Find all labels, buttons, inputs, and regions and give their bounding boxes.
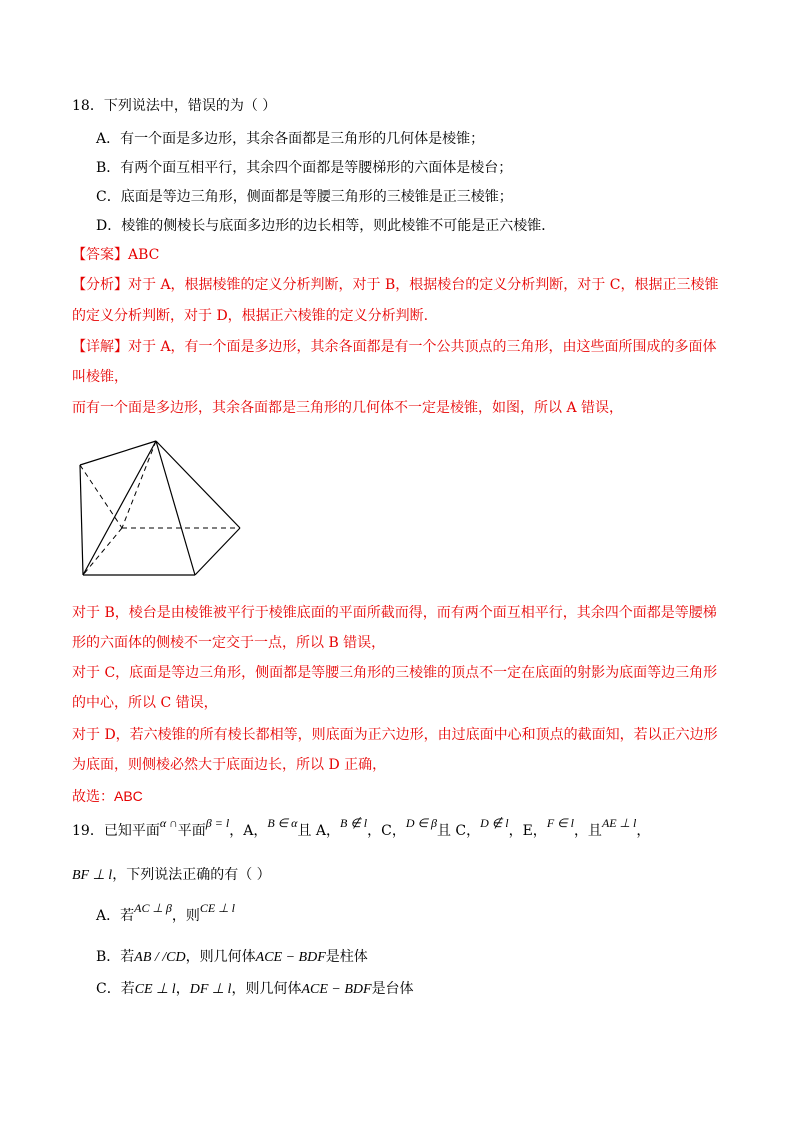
hidden-edge (80, 465, 122, 528)
q18-detail-line1: 【详解】对于 A，有一个面是多边形，其余各面都是有一个公共顶点的三角形，由这些面所围成的多面体 (72, 339, 717, 355)
text-and-c: 且 C， (436, 823, 481, 839)
math-b-notin-l: B ∉ l (340, 816, 368, 830)
q18-final-choice: 故选：ABC (72, 788, 143, 804)
text-is-prism: 是柱体 (325, 949, 368, 965)
text-then-solid-c: ，则几何体 (231, 981, 302, 997)
math-f-in-l: F ∈ l (546, 816, 574, 830)
q18-detail-line2: 叫棱锥， (72, 369, 128, 385)
q19-option-a (96, 901, 236, 925)
hidden-edge (122, 441, 156, 528)
text-point-e: ，E， (508, 823, 547, 839)
text-then: ，则 (171, 908, 200, 924)
q18-answer: 【答案】ABC (72, 247, 160, 263)
math-df-perp-l: DF ⊥ l (189, 982, 232, 997)
math-alpha-cap: α ∩ (159, 816, 178, 830)
q18-detail2-line4: 的中心，所以 C 错误， (72, 695, 218, 711)
hidden-edge (83, 528, 122, 575)
q18-option-d: D．棱锥的侧棱长与底面多边形的边长相等，则此棱锥不可能是正六棱锥． (96, 218, 556, 234)
q18-detail2-line2: 形的六面体的侧棱不一定交于一点，所以 B 错误， (72, 635, 386, 651)
q18-detail2-line3: 对于 C，底面是等边三角形，侧面都是等腰三角形的三棱锥的顶点不一定在底面的射影为底面等边三角形 (72, 665, 718, 681)
math-d-notin-l: D ∉ l (480, 816, 509, 830)
q18-detail2-line6: 为底面，则侧棱必然大于底面边长，所以 D 正确， (72, 757, 387, 773)
math-ae-perp-l: AE ⊥ l (601, 816, 637, 830)
text-is-frustum: 是台体 (371, 981, 414, 997)
q19-option-b (96, 948, 368, 967)
q18-detail2-line5: 对于 D，若六棱锥的所有棱长都相等，则底面为正六边形，由过底面中心和顶点的截面知，若以正六边形 (72, 727, 718, 743)
q19-stem-line1 (72, 816, 651, 840)
q19-number: 19．已知平面 (72, 823, 160, 839)
q18-option-c: C．底面是等边三角形，侧面都是等腰三角形的三棱锥是正三棱锥； (96, 189, 513, 205)
text-then-solid: ，则几何体 (185, 949, 256, 965)
text-and-a: 且 A， (297, 823, 340, 839)
q18-detail2-line1: 对于 B，棱台是由棱锥被平行于棱锥底面的平面所截而得，而有两个面互相平行，其余四个面都是等腰梯 (72, 605, 717, 621)
text-comma: ， (636, 823, 651, 839)
option-b-label: B．若 (96, 949, 135, 965)
option-c-label: C．若 (96, 981, 135, 997)
q18-option-b: B．有两个面互相平行，其余四个面都是等腰梯形的六面体是棱台； (96, 160, 513, 176)
polyhedron-figure (72, 433, 252, 583)
math-ace-bdf-c: ACE − BDF (301, 982, 372, 997)
q18-stem: 18．下列说法中，错误的为（ ） (72, 98, 277, 114)
math-bf-perp-l: BF ⊥ l (72, 868, 113, 883)
math-b-in-alpha: B ∈ α (267, 816, 298, 830)
math-d-in-beta: D ∈ β (405, 816, 437, 830)
q19-stem-line2 (72, 866, 271, 885)
q18-analysis-line2: 的定义分析判断，对于 D，根据正六棱锥的定义分析判断. (72, 308, 429, 324)
text-sep: ， (175, 981, 190, 997)
math-ac-perp-beta: AC ⊥ β (134, 901, 172, 915)
q19-option-c (96, 980, 414, 999)
text-and: ，且 (573, 823, 602, 839)
text-point-c: ，C， (367, 823, 406, 839)
math-ace-bdf: ACE − BDF (255, 950, 326, 965)
edge (80, 465, 83, 575)
edge (195, 528, 240, 575)
math-ab-parallel-cd: AB / /CD (134, 950, 186, 965)
option-a-label: A．若 (96, 908, 135, 924)
text-plane: 平面 (177, 823, 206, 839)
math-ce-perp-l-c: CE ⊥ l (134, 982, 176, 997)
q18-analysis-line1: 【分析】对于 A，根据棱锥的定义分析判断，对于 B，根据棱台的定义分析判断，对于 C，根据正三棱锥 (72, 277, 719, 293)
math-beta-eq-l: β = l (205, 816, 230, 830)
q19-question: ，下列说法正确的有（ ） (112, 867, 271, 883)
text-point-a: ，A， (229, 823, 268, 839)
q18-detail-line3: 而有一个面是多边形，其余各面都是三角形的几何体不一定是棱锥，如图，所以 A 错误， (72, 400, 624, 416)
math-ce-perp-l: CE ⊥ l (199, 901, 236, 915)
q18-option-a: A．有一个面是多边形，其余各面都是三角形的几何体是棱锥； (96, 131, 485, 147)
